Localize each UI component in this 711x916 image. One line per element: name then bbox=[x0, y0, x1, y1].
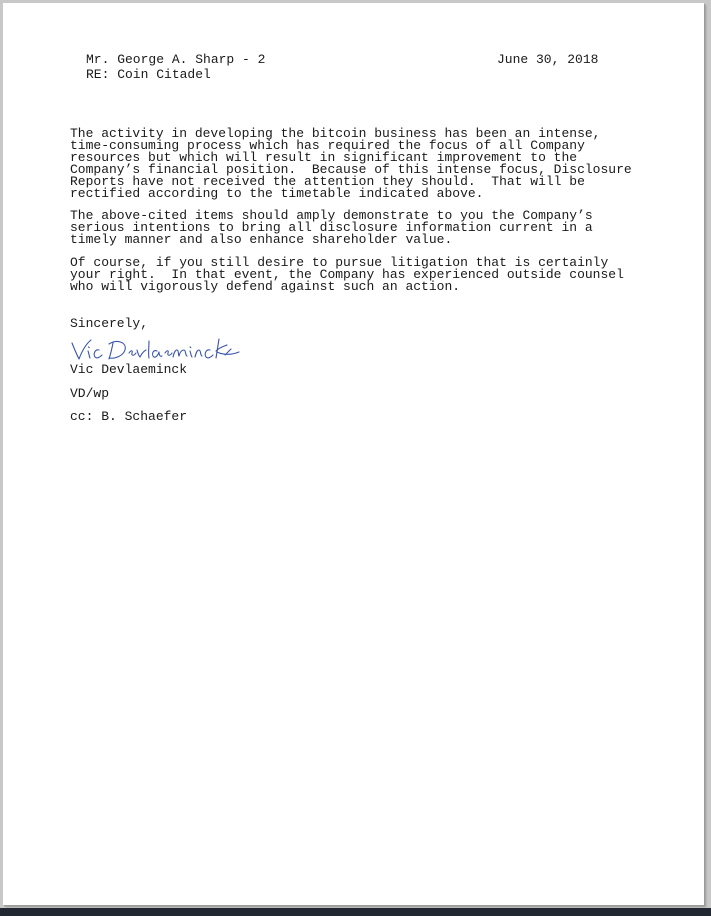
paragraph-line: who will vigorously defend against such an action. bbox=[70, 279, 461, 294]
paragraph-line: Reports have not received the attention they should. That will be bbox=[70, 174, 585, 189]
paragraph-line: timely manner and also enhance shareholder value. bbox=[70, 232, 453, 247]
paragraph-line: serious intentions to bring all disclosure information current in a bbox=[70, 220, 593, 235]
handwritten-signature bbox=[69, 333, 244, 363]
paragraph-line: rectified according to the timetable indicated above. bbox=[70, 186, 484, 201]
paragraph-line: Company’s financial position. Because of this intense focus, Disclosure bbox=[70, 162, 632, 177]
paragraph-3 bbox=[70, 257, 670, 316]
letter-date: June 30, 2018 bbox=[497, 52, 599, 67]
recipient-line: Mr. George A. Sharp - 2 bbox=[86, 52, 266, 67]
paragraph-line: time-consuming process which has required the focus of all Company bbox=[70, 138, 585, 153]
paragraph-line: The above-cited items should amply demonstrate to you the Company’s bbox=[70, 208, 593, 223]
typist-initials: VD/wp bbox=[70, 386, 110, 401]
signer-name: Vic Devlaeminck bbox=[70, 362, 188, 377]
bottom-strip bbox=[0, 908, 711, 916]
cc-line: cc: B. Schaefer bbox=[70, 409, 188, 424]
paragraph-line: Of course, if you still desire to pursue litigation that is certainly bbox=[70, 255, 609, 270]
letter-page bbox=[3, 3, 704, 905]
paragraph-line: your right. In that event, the Company has experienced outside counsel bbox=[70, 267, 624, 282]
paragraph-line: resources but which will result in significant improvement to the bbox=[70, 150, 578, 165]
closing: Sincerely, bbox=[70, 316, 149, 331]
paragraph-line: The activity in developing the bitcoin business has been an intense, bbox=[70, 126, 601, 141]
re-line: RE: Coin Citadel bbox=[86, 67, 211, 82]
